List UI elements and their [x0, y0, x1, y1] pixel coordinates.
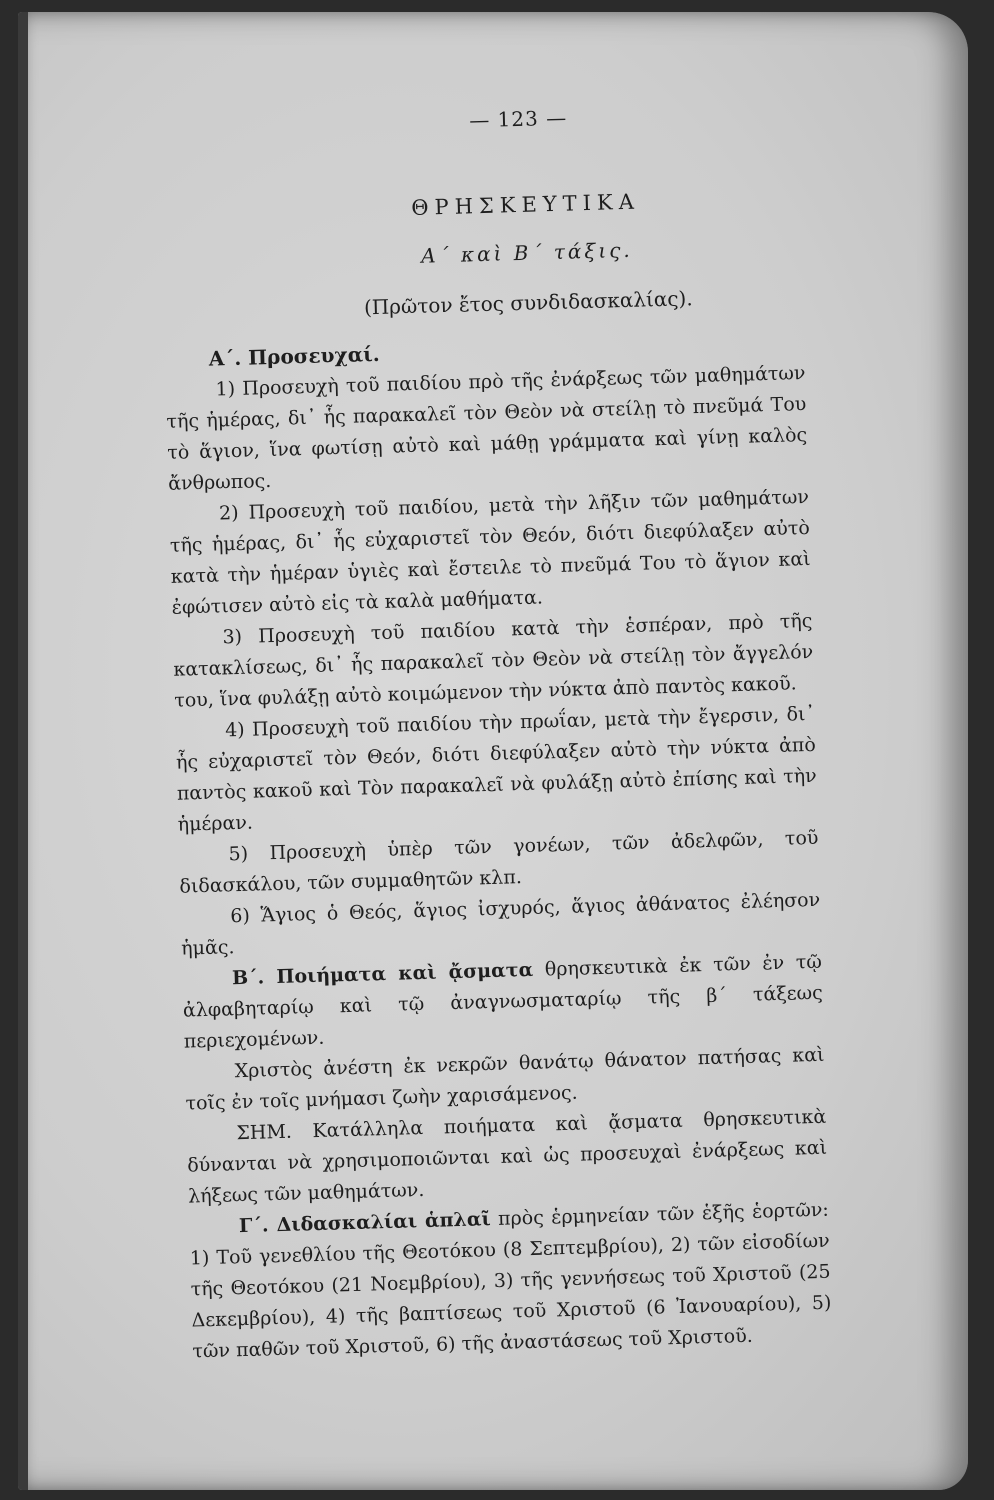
- section-a-item-1: 1) Προσευχὴ τοῦ παιδίου πρὸ τῆς ἐνάρξεως τῶν μαθημάτων τῆς ἡμέρας, δι᾽ ἧς παρακαλεῖ τὸν Θεὸν νὰ στείλῃ τὸ πνεῦμά Του τὸ ἅγιον, ἵνα φωτίσῃ αὐτὸ καὶ μάθῃ γράμματα καὶ γίνῃ καλὸς ἄνθρωπος.: [166, 362, 808, 495]
- book-page: [18, 12, 968, 1490]
- section-c-heading: Γ΄. Διδασκαλίαι ἁπλαῖ: [238, 1208, 491, 1238]
- section-b-hymn: Χριστὸς ἀνέστη ἐκ νεκρῶν θανάτῳ θάνατον πατήσας καὶ τοῖς ἐν τοῖς μνήμασι ζωὴν χαρισάμενος.: [185, 1043, 825, 1115]
- section-a-item-2: 2) Προσευχὴ τοῦ παιδίου, μετὰ τὴν λῆξιν τῶν μαθημάτων τῆς ἡμέρας, δι᾽ ἧς εὐχαριστεῖ τὸν Θεόν, διότι διεφύλαξεν αὐτὸ κατὰ τὴν ἡμέραν ὑγιὲς καὶ ἔστειλε τὸ πνεῦμά Του τὸ ἅγιον καὶ ἐφώτισεν αὐτὸ εἰς τὰ καλὰ μαθήματα.: [169, 485, 811, 619]
- section-b-note: ΣΗΜ. Κατάλληλα ποιήματα καὶ ᾄσματα θρησκευτικὰ δύνανται νὰ χρησιμοποιῶνται καὶ ὡς προσευχαὶ ἐνάρξεως καὶ λήξεως τῶν μαθημάτων.: [186, 1105, 828, 1208]
- section-a-heading: Α΄. Προσευχαί.: [208, 341, 380, 371]
- section-a-item-4: 4) Προσευχὴ τοῦ παιδίου τὴν πρωΐαν, μετὰ τὴν ἔγερσιν, δι᾽ ἧς εὐχαριστεῖ τὸν Θεόν, διότι διεφύλαξεν αὐτὸ τὴν νύκτα ἀπὸ παντὸς κακοῦ καὶ Τὸν παρακαλεῖ νὰ φυλάξῃ αὐτὸ ἐπίσης καὶ τὴν ἡμέραν.: [175, 702, 817, 836]
- year-note: (Πρῶτον ἔτος συνδιδασκαλίας).: [363, 286, 693, 320]
- page-number: — 123 —: [468, 105, 568, 133]
- section-a-item-3: 3) Προσευχὴ τοῦ παιδίου κατὰ τὴν ἑσπέραν, πρὸ τῆς κατακλίσεως, δι᾽ ἧς παρακαλεῖ τὸν Θεὸν νὰ στείλῃ τὸν ἄγγελόν του, ἵνα φυλάξῃ αὐτὸ κοιμώμενον τὴν νύκτα ἀπὸ παντὸς κακοῦ.: [173, 609, 814, 712]
- book-spine: [18, 12, 28, 1490]
- section-b-text: θρησκευτικὰ ἐκ τῶν ἐν τῷ ἀλφαβηταρίῳ καὶ τῷ ἀναγνωσματαρίῳ τῆς β΄ τάξεως περιεχομένων.: [182, 950, 824, 1053]
- grades-subtitle: Α΄ καὶ Β΄ τάξις.: [420, 237, 634, 268]
- section-c-text: πρὸς ἑρμηνείαν τῶν ἑξῆς ἑορτῶν: 1) Τοῦ γενεθλίου τῆς Θεοτόκου (8 Σεπτεμβρίου), 2) τῶν εἰσοδίων τῆς Θεοτόκου (21 Νοεμβρίου), 3) τῆς γεννήσεως τοῦ Χριστοῦ (25 Δεκεμβρίου), 4) τῆς βαπτίσεως τοῦ Χριστοῦ (6 Ἰανουαρίου), 5) τῶν παθῶν τοῦ Χριστοῦ, 6) τῆς ἀναστάσεως τοῦ Χριστοῦ.: [189, 1198, 832, 1363]
- section-a-item-6: 6) Ἅγιος ὁ Θεός, ἅγιος ἰσχυρός, ἅγιος ἀθάνατος ἐλέησον ἡμᾶς.: [180, 888, 821, 960]
- section-a-item-5: 5) Προσευχὴ ὑπὲρ τῶν γονέων, τῶν ἀδελφῶν, τοῦ διδασκάλου, τῶν συμμαθητῶν κλπ.: [179, 826, 819, 898]
- page-content: [158, 99, 833, 1367]
- section-b-paragraph: [182, 947, 824, 1058]
- section-c-paragraph: [189, 1195, 833, 1368]
- subject-title: ΘΡΗΣΚΕΥΤΙΚΑ: [411, 189, 641, 220]
- section-b-heading: Β΄. Ποιήματα καὶ ᾄσματα: [231, 958, 534, 990]
